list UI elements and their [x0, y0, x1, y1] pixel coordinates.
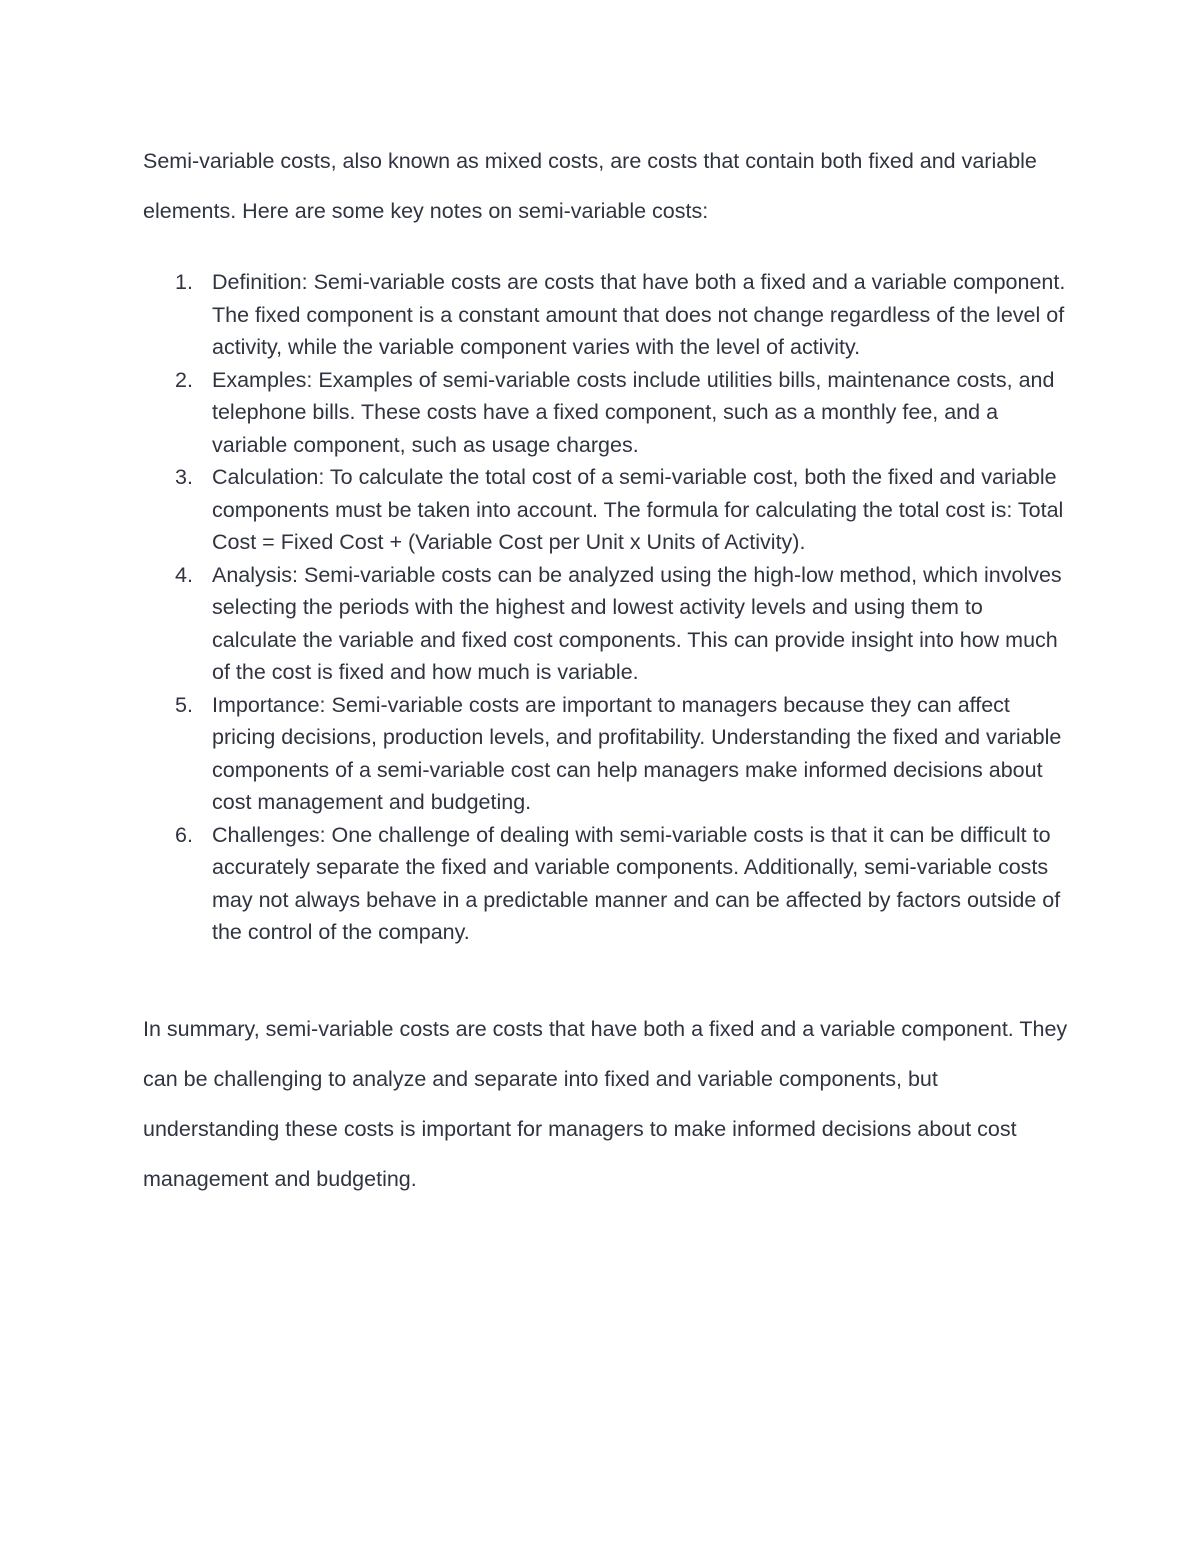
- list-item: [143, 689, 1073, 819]
- summary-paragraph: In summary, semi-variable costs are costs that have both a fixed and a variable component. They can be challenging to analyze and separate into fixed and variable components, but understanding these costs is important for managers to make informed decisions about cost management and budgeting.: [143, 1017, 1068, 1191]
- list-item-text: Examples: Examples of semi-variable costs include utilities bills, maintenance costs, and telephone bills. These costs have a fixed component, such as a monthly fee, and a variable component, such as usage charges.: [212, 367, 1055, 457]
- list-item-number: 5.: [175, 692, 193, 717]
- list-item-text: Challenges: One challenge of dealing with semi-variable costs is that it can be difficult to accurately separate the fixed and variable components. Additionally, semi-variable costs may not always behave in a predictable manner and can be affected by factors outside of the control of the company.: [212, 822, 1061, 944]
- list-item-number: 6.: [175, 822, 193, 847]
- list-item-number: 4.: [175, 562, 193, 587]
- list-item: [143, 266, 1073, 364]
- intro-paragraph: Semi-variable costs, also known as mixed costs, are costs that contain both fixed and variable elements. Here are some key notes on semi-variable costs:: [143, 149, 1037, 223]
- list-item: [143, 559, 1073, 689]
- list-item-number: 2.: [175, 367, 193, 392]
- list-item-text: Importance: Semi-variable costs are important to managers because they can affect pricing decisions, production levels, and profitability. Understanding the fixed and variable components of a semi-variable cost can help managers make informed decisions about cost management and budgeting.: [212, 692, 1062, 814]
- list-item-number: 1.: [175, 270, 193, 294]
- key-notes-list: [143, 266, 1073, 949]
- list-item: [143, 461, 1073, 559]
- list-item-number: 3.: [175, 465, 193, 489]
- list-item: [143, 364, 1073, 462]
- list-item-text: Definition: Semi-variable costs are costs that have both a fixed and a variable component. The fixed component is a constant amount that does not change regardless of the level of activity, while the variable component varies with the level of activity.: [212, 270, 1066, 359]
- list-item: [143, 819, 1073, 949]
- list-item-text: Calculation: To calculate the total cost of a semi-variable cost, both the fixed and variable components must be taken into account. The formula for calculating the total cost is: Total Cost = Fixed Cost + (Variable Cost per Unit x Units of Activity).: [212, 465, 1064, 554]
- list-item-text: Analysis: Semi-variable costs can be analyzed using the high-low method, which involves selecting the periods with the highest and lowest activity levels and using them to calculate the variable and fixed cost components. This can provide insight into how much of the cost is fixed and how much is variable.: [212, 562, 1062, 684]
